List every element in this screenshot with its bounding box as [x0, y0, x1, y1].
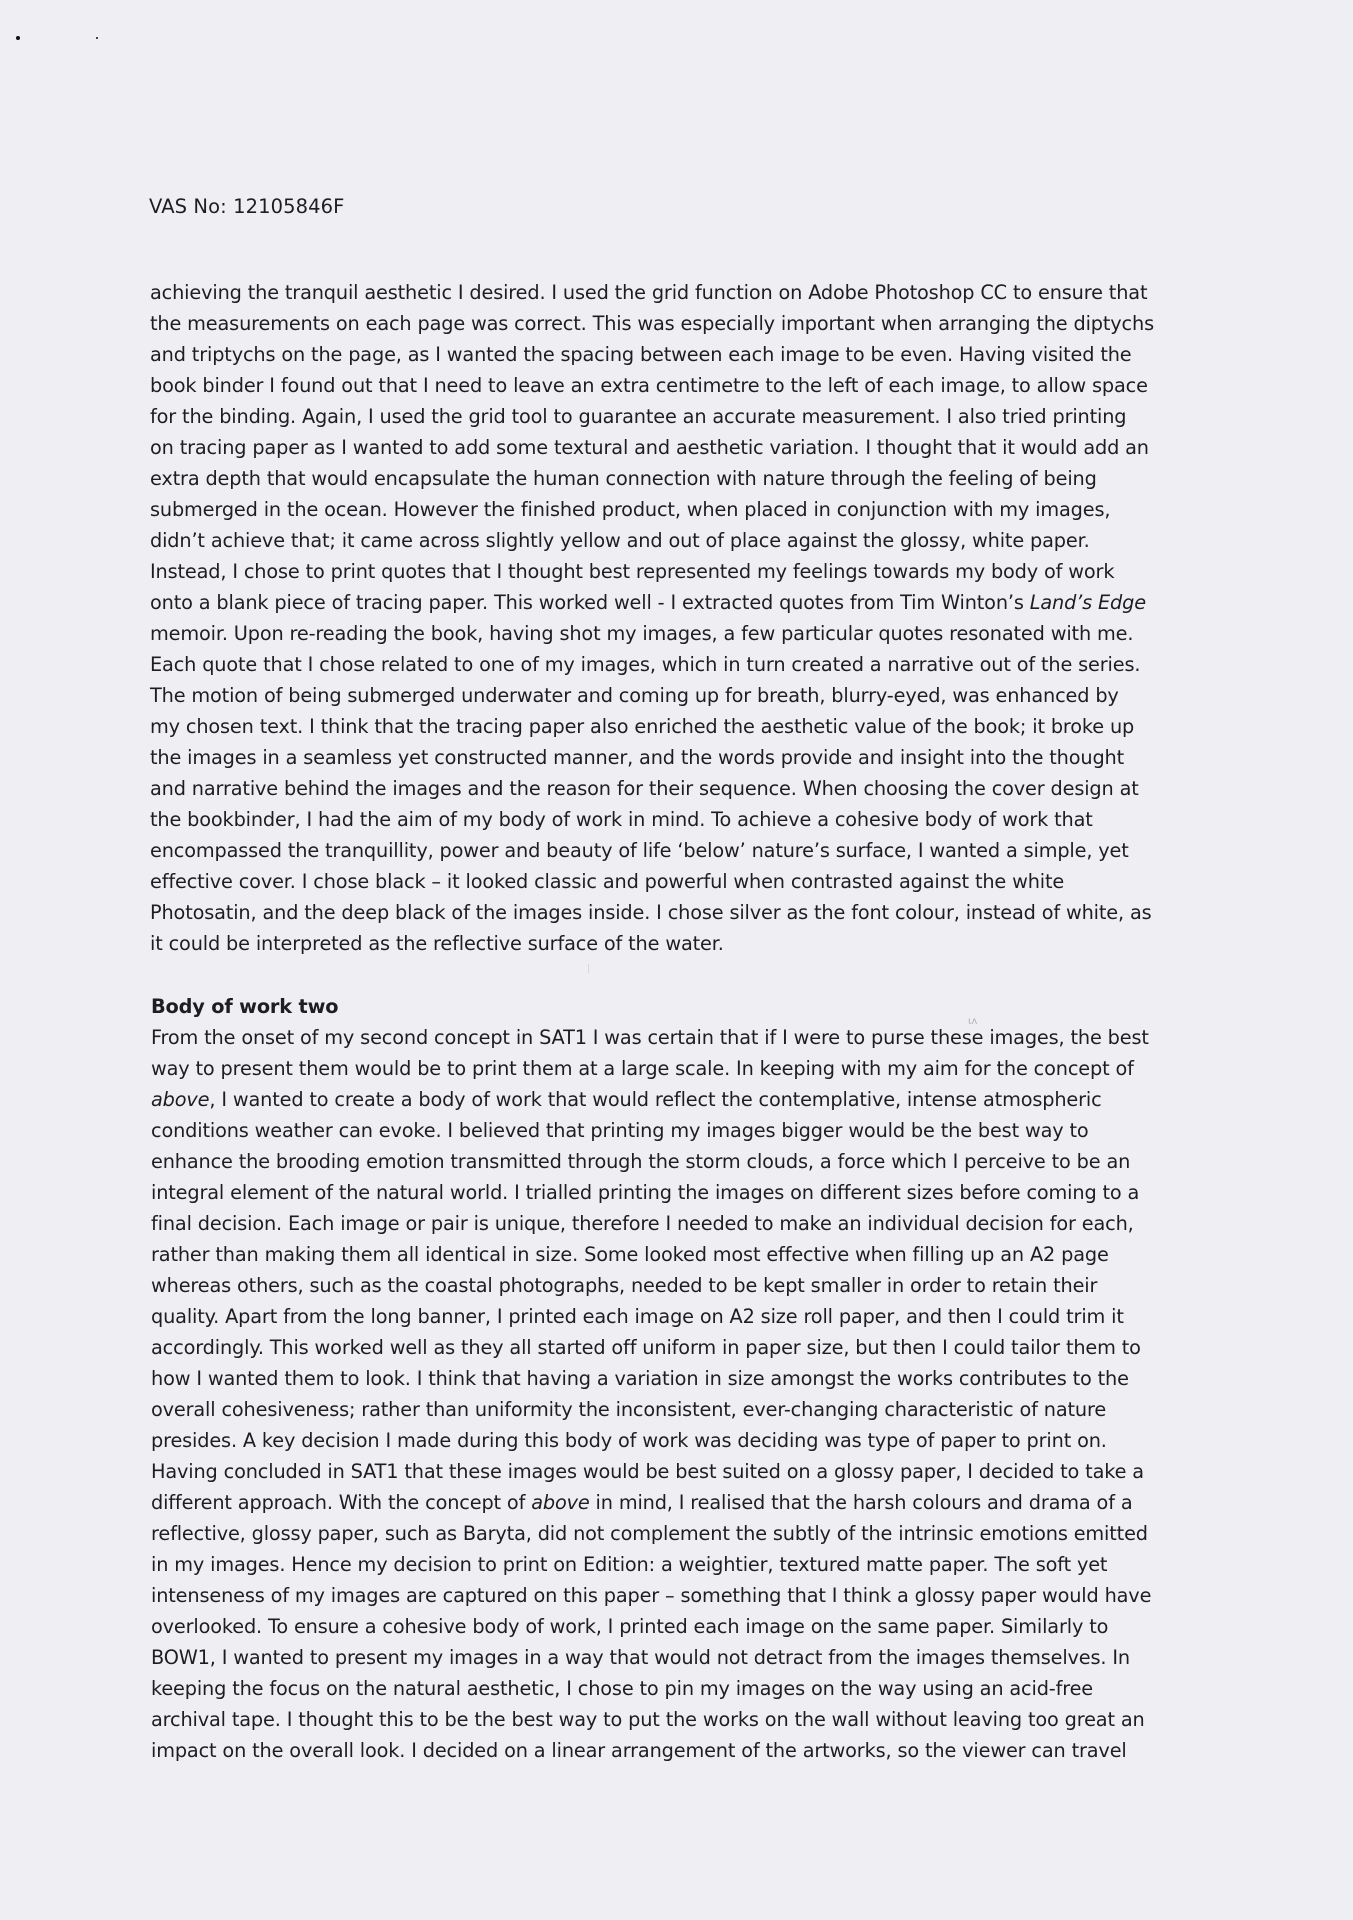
- text-run: different approach. With the concept of: [151, 1491, 532, 1514]
- text-line: reflective, glossy paper, such as Baryta, did not complement the subtly of the intrinsic emotions emitted: [151, 1522, 1148, 1545]
- text-line: extra depth that would encapsulate the human connection with nature through the feeling of being: [150, 467, 1097, 490]
- text-line: on tracing paper as I wanted to add some textural and aesthetic variation. I thought that it would add an: [150, 436, 1149, 459]
- paragraph-one: [150, 277, 1240, 959]
- text-line: [151, 1487, 1241, 1518]
- text-line: conditions weather can evoke. I believed that printing my images bigger would be the best way to: [151, 1119, 1089, 1142]
- text-line: integral element of the natural world. I trialled printing the images on different sizes before coming to a: [151, 1181, 1140, 1204]
- text-line: accordingly. This worked well as they all started off uniform in paper size, but then I could tailor them to: [151, 1336, 1141, 1359]
- document-header-vas-number: VAS No: 12105846F: [149, 195, 345, 218]
- text-line: overlooked. To ensure a cohesive body of work, I printed each image on the same paper. Similarly to: [151, 1615, 1109, 1638]
- text-line: quality. Apart from the long banner, I printed each image on A2 size roll paper, and then I could trim it: [151, 1305, 1124, 1328]
- text-line: the images in a seamless yet constructed manner, and the words provide and insight into the thought: [150, 746, 1125, 769]
- text-line: encompassed the tranquillity, power and beauty of life ‘below’ nature’s surface, I wanted a simple, yet: [150, 839, 1129, 862]
- text-line: Instead, I chose to print quotes that I thought best represented my feelings towards my body of work: [150, 560, 1115, 583]
- text-line: keeping the focus on the natural aesthetic, I chose to pin my images on the way using an acid-free: [151, 1677, 1094, 1700]
- text-line: Each quote that I chose related to one of my images, which in turn created a narrative out of the series.: [150, 653, 1141, 676]
- text-line: From the onset of my second concept in SAT1 I was certain that if I were to purse these images, the best: [151, 1026, 1149, 1049]
- text-line: rather than making them all identical in size. Some looked most effective when filling up an A2 page: [151, 1243, 1109, 1266]
- text-line: and narrative behind the images and the reason for their sequence. When choosing the cover design at: [150, 777, 1139, 800]
- text-line: book binder I found out that I need to leave an extra centimetre to the left of each image, to allow space: [150, 374, 1148, 397]
- italic-title: above: [531, 1491, 590, 1514]
- text-line: the measurements on each page was correct. This was especially important when arranging the diptychs: [150, 312, 1154, 335]
- text-line: submerged in the ocean. However the finished product, when placed in conjunction with my images,: [150, 498, 1111, 521]
- text-line: effective cover. I chose black – it looked classic and powerful when contrasted against the white: [150, 870, 1065, 893]
- text-line: impact on the overall look. I decided on a linear arrangement of the artworks, so the viewer can travel: [151, 1739, 1127, 1762]
- text-line: way to present them would be to print them at a large scale. In keeping with my aim for the concept of: [151, 1057, 1134, 1080]
- text-run: onto a blank piece of tracing paper. This worked well - I extracted quotes from Tim Winton’s: [150, 591, 1030, 614]
- text-line: [150, 587, 1240, 618]
- text-line: how I wanted them to look. I think that having a variation in size amongst the works contributes to the: [151, 1367, 1129, 1390]
- text-line: The motion of being submerged underwater and coming up for breath, blurry-eyed, was enhanced by: [150, 684, 1119, 707]
- text-line: didn’t achieve that; it came across slightly yellow and out of place against the glossy, white paper.: [150, 529, 1090, 552]
- text-line: archival tape. I thought this to be the best way to put the works on the wall without leaving too great an: [151, 1708, 1145, 1731]
- scan-speck: [16, 36, 20, 40]
- text-line: in my images. Hence my decision to print on Edition: a weightier, textured matte paper. The soft yet: [151, 1553, 1108, 1576]
- section-body-of-work-two: [151, 991, 1241, 1766]
- text-line: final decision. Each image or pair is unique, therefore I needed to make an individual decision for each,: [151, 1212, 1134, 1235]
- text-line: my chosen text. I think that the tracing paper also enriched the aesthetic value of the book; it broke up: [150, 715, 1135, 738]
- text-line: intenseness of my images are captured on this paper – something that I think a glossy paper would have: [151, 1584, 1152, 1607]
- text-line: Having concluded in SAT1 that these images would be best suited on a glossy paper, I decided to take a: [151, 1460, 1144, 1483]
- section-heading: Body of work two: [151, 995, 339, 1018]
- text-line: enhance the brooding emotion transmitted through the storm clouds, a force which I perceive to be an: [151, 1150, 1131, 1173]
- text-line: achieving the tranquil aesthetic I desired. I used the grid function on Adobe Photoshop CC to ensure that: [150, 281, 1148, 304]
- text-line: overall cohesiveness; rather than uniformity the inconsistent, ever-changing characteristic of nature: [151, 1398, 1107, 1421]
- scan-mark: [588, 964, 589, 973]
- scan-speck: [96, 37, 98, 39]
- text-run: in mind, I realised that the harsh colours and drama of a: [589, 1491, 1133, 1514]
- text-line: and triptychs on the page, as I wanted the spacing between each image to be even. Having visited the: [150, 343, 1132, 366]
- text-run: , I wanted to create a body of work that would reflect the contemplative, intense atmospheric: [209, 1088, 1102, 1111]
- italic-title: Land’s Edge: [1029, 591, 1146, 614]
- text-line: for the binding. Again, I used the grid tool to guarantee an accurate measurement. I also tried printing: [150, 405, 1127, 428]
- text-line: presides. A key decision I made during this body of work was deciding was type of paper to print on.: [151, 1429, 1107, 1452]
- text-line: BOW1, I wanted to present my images in a way that would not detract from the images themselves. In: [151, 1646, 1130, 1669]
- text-line: [151, 1084, 1241, 1115]
- text-line: memoir. Upon re-reading the book, having shot my images, a few particular quotes resonated with me.: [150, 622, 1134, 645]
- handwritten-correction-mark: ɩʌ: [968, 1016, 978, 1027]
- text-line: the bookbinder, I had the aim of my body of work in mind. To achieve a cohesive body of work that: [150, 808, 1093, 831]
- italic-title: above: [151, 1088, 210, 1111]
- text-line: it could be interpreted as the reflective surface of the water.: [150, 932, 724, 955]
- text-line: Photosatin, and the deep black of the images inside. I chose silver as the font colour, instead of white, as: [150, 901, 1152, 924]
- text-line: whereas others, such as the coastal photographs, needed to be kept smaller in order to retain their: [151, 1274, 1098, 1297]
